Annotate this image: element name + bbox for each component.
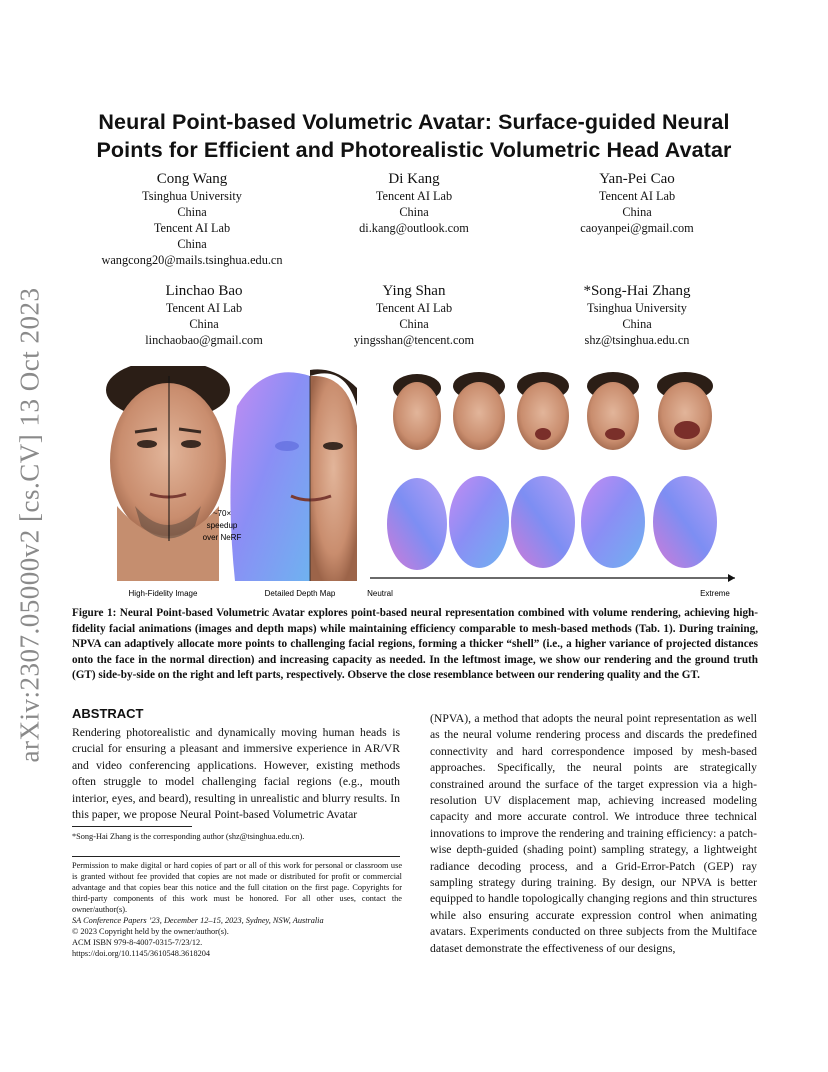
paper-title [60,108,768,164]
doi-link[interactable]: https://doi.org/10.1145/3610548.3618204 [72,949,211,958]
teaser-figure-svg [95,366,735,606]
author-country: China [189,317,219,331]
author-name: Yan-Pei Cao [599,171,675,187]
author-name: Ying Shan [382,283,446,299]
footnote-rule [72,826,192,827]
author-block [84,282,324,348]
author-block [517,282,757,348]
author-email[interactable]: linchaobao@gmail.com [145,333,263,347]
speedup-line-1: ~70× [212,509,232,518]
author-block [294,170,534,236]
label-extreme: Extreme [700,589,730,598]
author-affiliation: Tsinghua University [587,301,687,315]
abstract-text-left: Rendering photorealistic and dynamically moving human heads is crucial for ensuring a pleasant and immersive experience in AR/VR and video conferencing applications. However, existing methods often struggle to model challenging facial regions (e.g., mouth interior, eyes, and beard), resulting in unrealistic and blurry results. In this paper, we propose Neural Point-based Volumetric Avatar [72,726,400,822]
title-line-2: Points for Efficient and Photorealistic Volumetric Head Avatar [96,138,732,162]
author-affiliation: Tencent AI Lab [598,189,676,203]
author-affiliation: Tencent AI Lab [165,301,243,315]
speedup-line-2: speedup [206,521,238,530]
author-affiliation: Tsinghua University [142,189,242,203]
left-column [72,706,400,823]
label-hifi-image: High-Fidelity Image [128,589,198,598]
author-country: China [177,205,207,219]
conference-info: SA Conference Papers ’23, December 12–15, 2023, Sydney, NSW, Australia [72,916,324,925]
permission-block [72,860,402,959]
author-email[interactable]: di.kang@outlook.com [359,221,469,235]
teaser-figure [95,366,735,606]
author-block [517,170,757,236]
author-country: China [399,205,429,219]
permission-text: Permission to make digital or hard copies of part or all of this work for personal or classroom use is granted without fee provided that copies are not made or distributed for profit or commercial advantage and that copies bear this notice and the full citation on the first page. Copyrights for third-party components of this work must be honored. For all other uses, contact the owner/author(s). [72,861,402,914]
author-country: China [177,237,207,251]
label-neutral: Neutral [367,589,393,598]
author-affiliation: Tencent AI Lab [375,301,453,315]
author-name: *Song-Hai Zhang [583,283,691,299]
expression-normal-row [387,476,717,570]
figure-caption: Figure 1: Neural Point-based Volumetric Avatar explores point-based neural representation combined with volume rendering, achieving high-fidelity facial animations (images and depth maps) while maintaining efficiency comparable to mesh-based methods (Tab. 1). During training, NPVA can adaptively allocate more points to challenging facial regions, forming a thicker “shell” (i.e., a higher variance of projected distances onto the face in the normal direction) and increasing capacity as needed. In the leftmost image, we show our rendering and the ground truth (GT) side-by-side on the right and left parts, respectively. Observe the close resemblance between our rendering quality and the GT. [72,607,758,682]
author-name: Linchao Bao [165,283,243,299]
corresponding-footnote: *Song-Hai Zhang is the corresponding author (shz@tsinghua.edu.cn). [72,832,305,841]
author-block [72,170,312,268]
title-line-1: Neural Point-based Volumetric Avatar: Surface-guided Neural [98,110,730,134]
author-affiliation: Tencent AI Lab [375,189,453,203]
author-name: Cong Wang [156,171,228,187]
author-email[interactable]: wangcong20@mails.tsinghua.edu.cn [101,253,283,267]
author-email[interactable]: yingsshan@tencent.com [353,333,475,347]
abstract-text-right: (NPVA), a method that adopts the neural point representation as well as the neural volume rendering process and discards the predefined connectivity and hard correspondence imposed by mesh-based approaches. Specifically, the neural points are strategically constrained around the surface of the target expression via a high-resolution UV displacement map, achieving increased modeling capacity and more accurate control. We introduce three technical innovations to improve the rendering and training efficiency: a patch-wise depth-guided (shading point) sampling strategy, a lightweight radiance decoding process, and a Grid-Error-Patch (GEP) ray sampling strategy during training. By design, our NPVA is better equipped to handle topologically changing regions and thin structures while also ensuring accurate expression control when animating avatars. Experiments conducted on three subjects from the Multiface dataset demonstrate the effectiveness of our designs, [430,712,757,955]
depth-map-face-image [230,369,357,581]
author-country: China [622,317,652,331]
author-name: Di Kang [388,171,440,187]
expression-rgb-row [393,372,713,450]
author-affiliation: Tencent AI Lab [153,221,231,235]
author-email[interactable]: caoyanpei@gmail.com [580,221,694,235]
hifi-face-image [106,366,230,581]
permission-rule [72,856,400,857]
speedup-line-3: over NeRF [202,533,242,542]
author-country: China [399,317,429,331]
abstract-heading: ABSTRACT [72,706,144,721]
arxiv-stamp: arXiv:2307.05000v2 [cs.CV] 13 Oct 2023 [14,287,45,763]
isbn-line: ACM ISBN 979-8-4007-0315-7/23/12. [72,938,203,947]
author-email[interactable]: shz@tsinghua.edu.cn [584,333,690,347]
author-country: China [622,205,652,219]
copyright-line: © 2023 Copyright held by the owner/author(s). [72,927,229,936]
author-block [294,282,534,348]
label-depth-map: Detailed Depth Map [264,589,336,598]
arrow-head-icon [728,574,735,582]
